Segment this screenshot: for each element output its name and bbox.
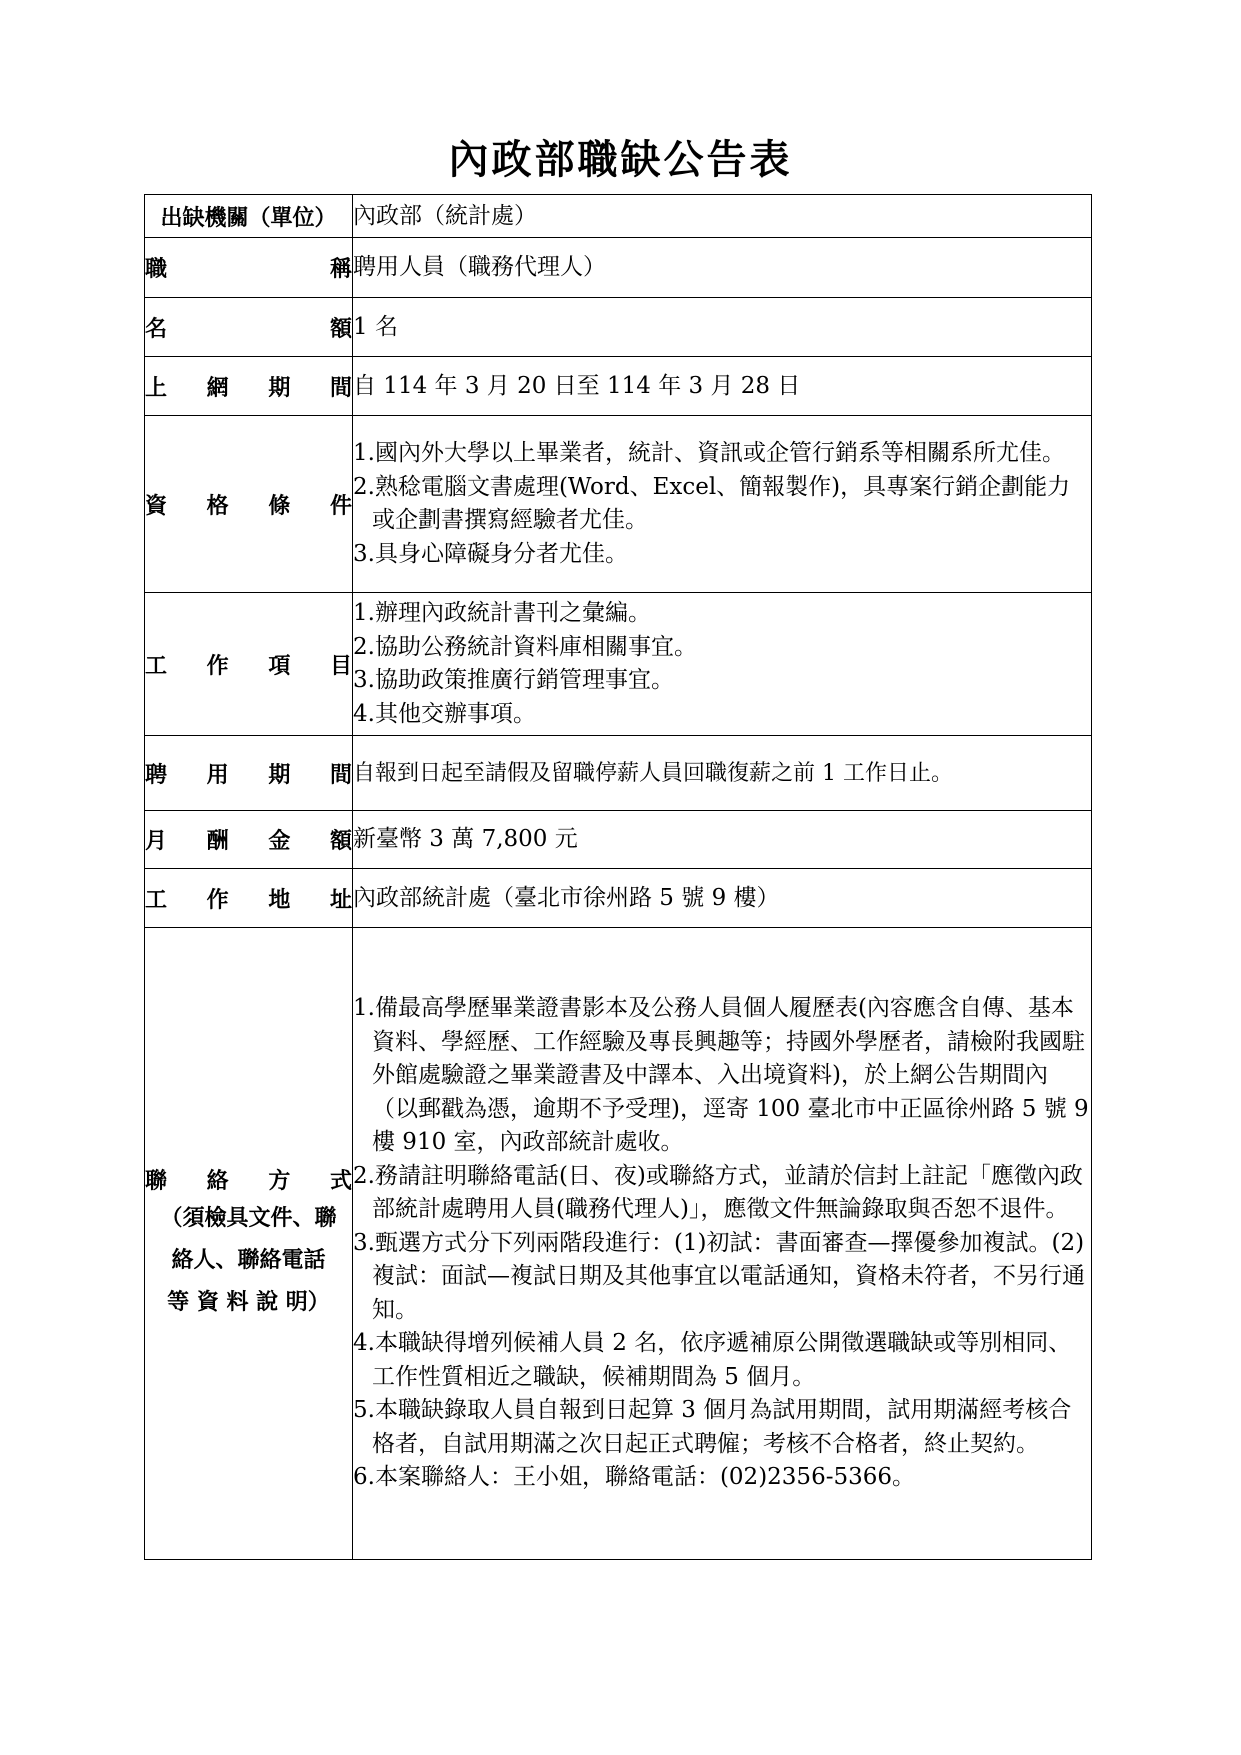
label-char: 額 <box>329 315 352 342</box>
label-char: 項 <box>268 652 291 679</box>
label-quota <box>145 298 353 357</box>
row-contact <box>145 928 1092 1560</box>
label-char: 件 <box>329 492 352 519</box>
contact-note-line: 等 資 料 說 明） <box>167 1289 330 1315</box>
list-item: 6.本案聯絡人：王小姐，聯絡電話：(02)2356-5366。 <box>353 1464 916 1491</box>
list-item: 2.熟稔電腦文書處理(Word、Excel、簡報製作)，具專案行銷企劃能力或企劃書撰寫經驗者尤佳。 <box>353 473 1071 533</box>
label-posting-period <box>145 357 353 416</box>
contact-note-line: 絡人、聯絡電話 <box>171 1247 326 1273</box>
label-char: 工 <box>145 886 168 913</box>
value-agency: 內政部（統計處） <box>353 195 1092 238</box>
list-item: 1.辦理內政統計書刊之彙編。 <box>353 600 651 626</box>
label-char: 聘 <box>145 761 168 788</box>
list-item: 3.甄選方式分下列兩階段進行：(1)初試：書面審查—擇優參加複試。(2)複試：面試—複試日期及其他事宜以電話通知，資格未符者，不另行通知。 <box>353 1229 1085 1323</box>
value-duties <box>353 593 1092 736</box>
label-char: 網 <box>206 374 229 401</box>
list-item: 1.國內外大學以上畢業者，統計、資訊或企管行銷系等相關系所尤佳。 <box>353 440 1065 466</box>
label-char: 絡 <box>206 1168 229 1194</box>
row-posting-period <box>145 357 1092 416</box>
label-char: 格 <box>206 492 229 519</box>
row-qualifications <box>145 416 1092 593</box>
duties-list <box>353 597 1091 731</box>
list-item: 3.具身心障礙身分者尤佳。 <box>353 540 628 567</box>
value-employment-period: 自報到日起至請假及留職停薪人員回職復薪之前 1 工作日止。 <box>353 736 1092 811</box>
row-quota <box>145 298 1092 357</box>
row-agency <box>145 195 1092 238</box>
row-salary <box>145 811 1092 869</box>
label-agency-text: 出缺機關（單位） <box>160 204 337 231</box>
label-char: 用 <box>206 761 229 788</box>
value-salary: 新臺幣 3 萬 7,800 元 <box>353 811 1092 869</box>
list-item: 2.協助公務統計資料庫相關事宜。 <box>353 633 697 660</box>
label-char: 目 <box>329 652 352 679</box>
label-agency <box>145 195 353 238</box>
label-char: 作 <box>206 652 229 679</box>
qualifications-list <box>353 437 1091 571</box>
label-char: 上 <box>145 374 168 401</box>
label-char: 期 <box>268 374 291 401</box>
label-employment-period <box>145 736 353 811</box>
label-char: 作 <box>206 886 229 913</box>
label-position <box>145 238 353 298</box>
label-char: 期 <box>268 761 291 788</box>
label-char: 式 <box>329 1168 352 1194</box>
contact-label-note <box>145 1197 352 1323</box>
label-char: 工 <box>145 652 168 679</box>
value-position: 聘用人員（職務代理人） <box>353 238 1092 298</box>
label-char: 資 <box>145 492 168 519</box>
list-item: 1.備最高學歷畢業證書影本及公務人員個人履歷表(內容應含自傳、基本資料、學經歷、工作經驗及專長興趣等；持國外學歷者，請檢附我國駐外館處驗證之畢業證書及中譯本、入出境資料)，於上網公告期間內（以郵戳為憑，逾期不予受理)，逕寄 100 臺北市中正區徐州路 5 號 9 樓 910 室，內政部統計處收。 <box>353 995 1089 1156</box>
row-duties <box>145 593 1092 736</box>
label-contact <box>145 928 353 1560</box>
list-item: 4.本職缺得增列候補人員 2 名，依序遞補原公開徵選職缺或等別相同、工作性質相近之職缺，候補期間為 5 個月。 <box>353 1330 1072 1390</box>
label-char: 地 <box>268 886 291 913</box>
value-posting-period: 自 114 年 3 月 20 日至 114 年 3 月 28 日 <box>353 357 1092 416</box>
value-qualifications <box>353 416 1092 593</box>
row-work-address <box>145 869 1092 928</box>
list-item: 4.其他交辦事項。 <box>353 700 536 727</box>
label-char: 間 <box>329 374 352 401</box>
label-char: 方 <box>268 1168 291 1194</box>
label-char: 酬 <box>206 828 229 854</box>
label-char: 職 <box>145 256 168 282</box>
row-employment-period <box>145 736 1092 811</box>
job-announcement-table <box>144 194 1092 1560</box>
value-work-address: 內政部統計處（臺北市徐州路 5 號 9 樓） <box>353 869 1092 928</box>
contact-list <box>353 992 1091 1495</box>
value-quota: 1 名 <box>353 298 1092 357</box>
list-item: 3.協助政策推廣行銷管理事宜。 <box>353 667 674 693</box>
label-salary <box>145 811 353 869</box>
contact-note-line: （須檢具文件、聯 <box>160 1205 337 1231</box>
label-char: 稱 <box>329 256 352 282</box>
value-contact <box>353 928 1092 1560</box>
label-char: 聯 <box>145 1168 168 1194</box>
label-qualifications <box>145 416 353 593</box>
label-char: 名 <box>145 315 168 342</box>
document-title: 內政部職缺公告表 <box>448 136 793 183</box>
label-char: 額 <box>329 828 352 854</box>
label-char: 址 <box>329 886 352 913</box>
label-char: 金 <box>268 828 291 854</box>
label-duties <box>145 593 353 736</box>
label-work-address <box>145 869 353 928</box>
label-char: 條 <box>268 492 291 519</box>
list-item: 5.本職缺錄取人員自報到日起算 3 個月為試用期間，試用期滿經考核合格者，自試用期滿之次日起正式聘僱；考核不合格者，終止契約。 <box>353 1397 1072 1457</box>
list-item: 2.務請註明聯絡電話(日、夜)或聯絡方式，並請於信封上註記「應徵內政部統計處聘用人員(職務代理人)」，應徵文件無論錄取與否恕不退件。 <box>353 1162 1083 1223</box>
label-char: 間 <box>329 761 352 788</box>
label-char: 月 <box>145 828 168 854</box>
row-position <box>145 238 1092 298</box>
